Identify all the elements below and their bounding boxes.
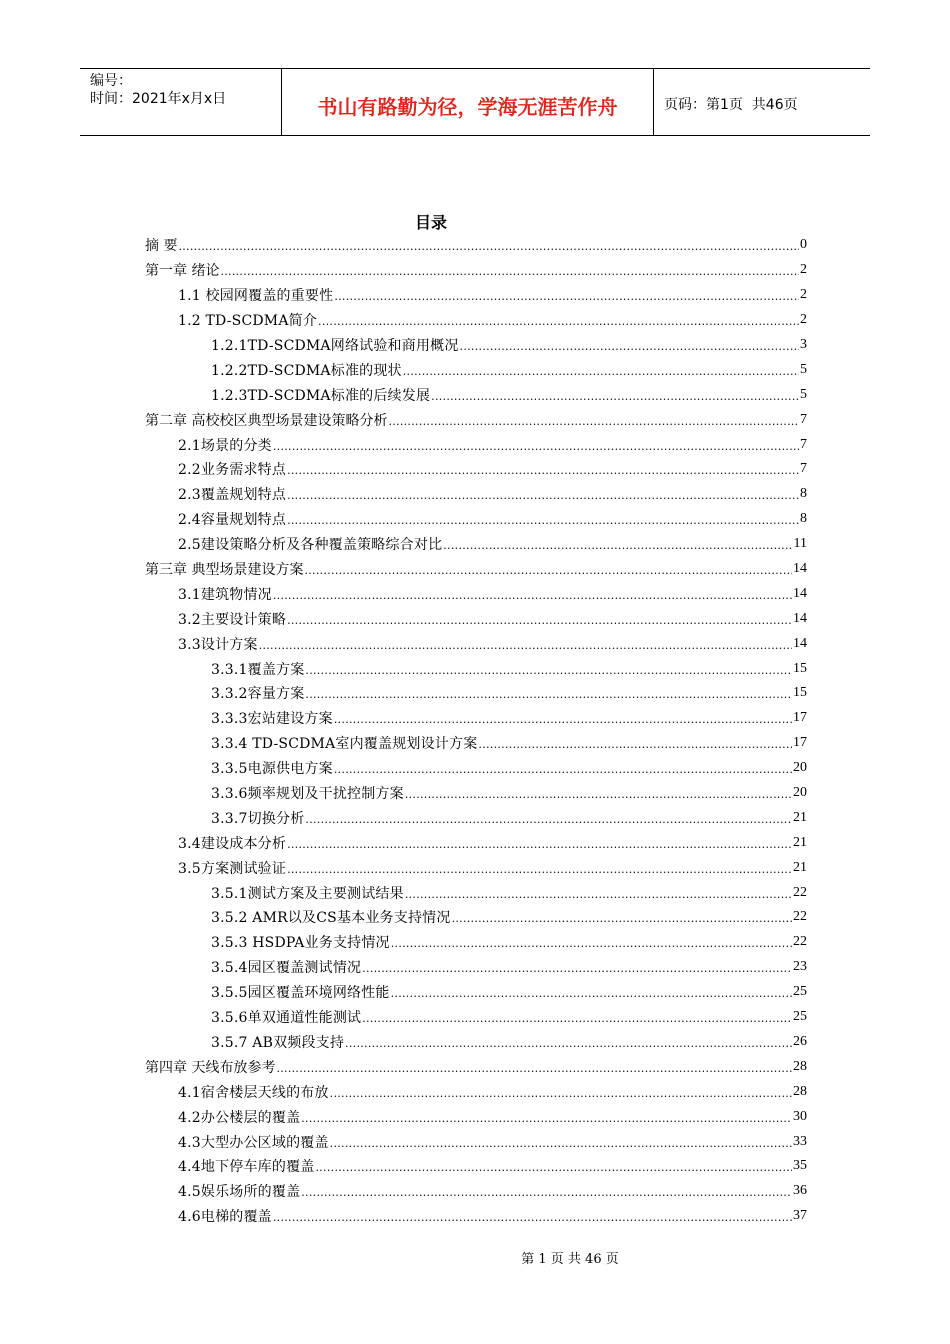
toc-dot-leader xyxy=(315,1159,792,1173)
table-of-contents xyxy=(145,233,807,1229)
page-info-text: 页码：第1页 共46页 xyxy=(664,97,798,113)
toc-entry[interactable] xyxy=(145,805,807,830)
toc-entry-label: 3.5.2 AMR以及CS基本业务支持情况 xyxy=(211,907,452,927)
document-date: 时间：2021年x月x日 xyxy=(90,91,227,107)
toc-dot-leader xyxy=(305,662,792,676)
toc-entry-page: 25 xyxy=(793,1009,807,1025)
toc-entry-page: 17 xyxy=(793,735,807,751)
toc-entry-label: 3.1建筑物情况 xyxy=(178,584,273,604)
toc-entry[interactable] xyxy=(145,1030,807,1055)
toc-dot-leader xyxy=(405,786,792,800)
toc-entry-label: 第二章 高校校区典型场景建设策略分析 xyxy=(145,410,388,430)
toc-entry-label: 3.5方案测试验证 xyxy=(178,858,287,878)
document-code-label: 编号： xyxy=(90,73,132,89)
toc-entry-page: 5 xyxy=(800,361,807,377)
toc-dot-leader xyxy=(403,363,799,377)
toc-entry-page: 2 xyxy=(800,287,807,303)
toc-entry[interactable] xyxy=(145,681,807,706)
header-motto: 书山有路勤为径，学海无涯苦作舟 xyxy=(282,69,654,135)
toc-entry-label: 4.5娱乐场所的覆盖 xyxy=(178,1181,301,1201)
toc-entry-page: 36 xyxy=(793,1183,807,1199)
toc-entry[interactable] xyxy=(145,382,807,407)
toc-entry[interactable] xyxy=(145,457,807,482)
toc-entry[interactable] xyxy=(145,482,807,507)
toc-entry-page: 8 xyxy=(800,511,807,527)
toc-entry[interactable] xyxy=(145,855,807,880)
toc-title: 目录 xyxy=(414,213,447,232)
toc-entry-label: 3.5.3 HSDPA业务支持情况 xyxy=(211,932,391,952)
toc-dot-leader xyxy=(478,736,792,750)
toc-entry-page: 22 xyxy=(793,934,807,950)
toc-entry[interactable] xyxy=(145,1204,807,1229)
toc-entry-page: 21 xyxy=(793,809,807,825)
toc-dot-leader xyxy=(452,910,792,924)
toc-entry-label: 3.3.5电源供电方案 xyxy=(211,758,334,778)
toc-entry[interactable] xyxy=(145,283,807,308)
toc-dot-leader xyxy=(460,338,799,352)
toc-entry[interactable] xyxy=(145,955,807,980)
toc-dot-leader xyxy=(334,711,792,725)
toc-dot-leader xyxy=(443,537,792,551)
toc-entry-label: 3.3设计方案 xyxy=(178,634,259,654)
toc-entry-label: 1.2 TD-SCDMA简介 xyxy=(178,310,318,330)
toc-entry-page: 21 xyxy=(793,834,807,850)
toc-entry-label: 3.3.3宏站建设方案 xyxy=(211,708,334,728)
toc-entry[interactable] xyxy=(145,507,807,532)
toc-entry[interactable] xyxy=(145,781,807,806)
toc-dot-leader xyxy=(362,1010,792,1024)
toc-entry-page: 35 xyxy=(793,1158,807,1174)
toc-entry-page: 26 xyxy=(793,1033,807,1049)
toc-entry[interactable] xyxy=(145,980,807,1005)
toc-entry-page: 14 xyxy=(793,585,807,601)
toc-entry[interactable] xyxy=(145,905,807,930)
toc-entry-page: 11 xyxy=(793,536,807,552)
toc-entry-label: 4.1宿舍楼层天线的布放 xyxy=(178,1082,330,1102)
toc-entry[interactable] xyxy=(145,756,807,781)
toc-dot-leader xyxy=(287,612,792,626)
toc-entry[interactable] xyxy=(145,830,807,855)
toc-entry[interactable] xyxy=(145,581,807,606)
toc-entry[interactable] xyxy=(145,557,807,582)
toc-entry-page: 25 xyxy=(793,984,807,1000)
toc-entry-page: 2 xyxy=(800,312,807,328)
toc-entry-page: 22 xyxy=(793,909,807,925)
toc-entry-page: 22 xyxy=(793,884,807,900)
toc-entry-page: 17 xyxy=(793,710,807,726)
toc-dot-leader xyxy=(301,1110,792,1124)
header-page-info xyxy=(654,69,870,135)
toc-entry-page: 20 xyxy=(793,760,807,776)
toc-entry-label: 1.2.3TD-SCDMA标准的后续发展 xyxy=(211,385,431,405)
toc-entry-page: 7 xyxy=(800,461,807,477)
toc-dot-leader xyxy=(301,1184,792,1198)
toc-entry-page: 15 xyxy=(793,660,807,676)
toc-dot-leader xyxy=(287,512,799,526)
toc-entry-label: 1.1 校园网覆盖的重要性 xyxy=(178,285,334,305)
toc-dot-leader xyxy=(405,886,792,900)
toc-entry-label: 4.4地下停车库的覆盖 xyxy=(178,1156,315,1176)
toc-dot-leader xyxy=(259,637,792,651)
toc-dot-leader xyxy=(287,861,792,875)
toc-entry[interactable] xyxy=(145,1154,807,1179)
toc-dot-leader xyxy=(362,960,792,974)
toc-entry[interactable] xyxy=(145,233,807,258)
toc-entry-page: 8 xyxy=(800,486,807,502)
toc-entry[interactable] xyxy=(145,930,807,955)
toc-entry[interactable] xyxy=(145,333,807,358)
toc-entry-page: 23 xyxy=(793,959,807,975)
toc-dot-leader xyxy=(318,313,799,327)
toc-entry-page: 28 xyxy=(793,1083,807,1099)
toc-entry[interactable] xyxy=(145,1079,807,1104)
toc-entry-label: 2.4容量规划特点 xyxy=(178,509,287,529)
toc-entry-label: 2.3覆盖规划特点 xyxy=(178,484,287,504)
toc-entry-page: 14 xyxy=(793,561,807,577)
toc-entry-page: 5 xyxy=(800,386,807,402)
toc-dot-leader xyxy=(334,761,792,775)
toc-entry[interactable] xyxy=(145,532,807,557)
toc-entry-label: 1.2.2TD-SCDMA标准的现状 xyxy=(211,360,403,380)
toc-dot-leader xyxy=(391,935,792,949)
toc-entry-label: 摘 要 xyxy=(145,235,178,255)
toc-entry-label: 3.5.5园区覆盖环境网络性能 xyxy=(211,982,391,1002)
toc-dot-leader xyxy=(304,562,792,576)
toc-entry-page: 15 xyxy=(793,685,807,701)
toc-entry[interactable] xyxy=(145,1129,807,1154)
toc-entry-label: 3.3.2容量方案 xyxy=(211,683,305,703)
toc-entry-label: 3.2主要设计策略 xyxy=(178,609,287,629)
toc-entry-page: 14 xyxy=(793,635,807,651)
toc-dot-leader xyxy=(273,438,799,452)
toc-entry-label: 4.6电梯的覆盖 xyxy=(178,1206,273,1226)
toc-entry-label: 第四章 天线布放参考 xyxy=(145,1057,276,1077)
toc-entry-page: 21 xyxy=(793,859,807,875)
toc-dot-leader xyxy=(334,288,799,302)
toc-dot-leader xyxy=(330,1135,792,1149)
toc-dot-leader xyxy=(287,462,799,476)
toc-entry-page: 33 xyxy=(793,1133,807,1149)
toc-entry-label: 第一章 绪论 xyxy=(145,260,220,280)
toc-entry[interactable] xyxy=(145,1054,807,1079)
toc-entry-label: 4.2办公楼层的覆盖 xyxy=(178,1107,301,1127)
toc-entry[interactable] xyxy=(145,706,807,731)
toc-entry[interactable] xyxy=(145,432,807,457)
toc-entry[interactable] xyxy=(145,407,807,432)
toc-entry[interactable] xyxy=(145,1179,807,1204)
toc-dot-leader xyxy=(220,263,799,277)
toc-entry-page: 7 xyxy=(800,411,807,427)
toc-entry[interactable] xyxy=(145,656,807,681)
toc-dot-leader xyxy=(273,587,792,601)
toc-entry-page: 0 xyxy=(800,237,807,253)
toc-dot-leader xyxy=(305,811,792,825)
toc-entry-label: 3.3.7切换分析 xyxy=(211,808,305,828)
toc-entry-page: 20 xyxy=(793,785,807,801)
toc-entry-label: 1.2.1TD-SCDMA网络试验和商用概况 xyxy=(211,335,460,355)
toc-dot-leader xyxy=(345,1035,792,1049)
toc-entry[interactable] xyxy=(145,308,807,333)
toc-dot-leader xyxy=(273,1209,792,1223)
toc-entry[interactable] xyxy=(145,606,807,631)
toc-entry-label: 第三章 典型场景建设方案 xyxy=(145,559,304,579)
toc-entry-page: 30 xyxy=(793,1108,807,1124)
toc-entry[interactable] xyxy=(145,258,807,283)
page-header xyxy=(80,68,870,136)
toc-entry-label: 2.2业务需求特点 xyxy=(178,459,287,479)
toc-entry-page: 37 xyxy=(793,1208,807,1224)
toc-entry-label: 3.5.1测试方案及主要测试结果 xyxy=(211,883,405,903)
toc-entry-label: 3.4建设成本分析 xyxy=(178,833,287,853)
toc-entry[interactable] xyxy=(145,731,807,756)
toc-dot-leader xyxy=(391,985,792,999)
toc-entry-page: 28 xyxy=(793,1058,807,1074)
toc-entry-label: 3.3.4 TD-SCDMA室内覆盖规划设计方案 xyxy=(211,733,478,753)
toc-dot-leader xyxy=(287,487,799,501)
toc-entry-page: 2 xyxy=(800,262,807,278)
toc-entry-label: 3.5.7 AB双频段支持 xyxy=(211,1032,345,1052)
toc-entry[interactable] xyxy=(145,357,807,382)
page-footer: 第 1 页 共 46 页 xyxy=(521,1252,619,1267)
toc-entry[interactable] xyxy=(145,1005,807,1030)
toc-entry[interactable] xyxy=(145,1104,807,1129)
toc-entry-page: 7 xyxy=(800,436,807,452)
header-meta xyxy=(80,69,282,135)
toc-entry-label: 4.3大型办公区域的覆盖 xyxy=(178,1132,330,1152)
toc-dot-leader xyxy=(276,1060,792,1074)
toc-entry-label: 3.3.6频率规划及干扰控制方案 xyxy=(211,783,405,803)
toc-dot-leader xyxy=(431,388,799,402)
toc-entry-label: 2.5建设策略分析及各种覆盖策略综合对比 xyxy=(178,534,443,554)
toc-dot-leader xyxy=(330,1085,792,1099)
toc-dot-leader xyxy=(178,238,799,252)
toc-dot-leader xyxy=(287,836,792,850)
toc-dot-leader xyxy=(388,413,799,427)
toc-entry-page: 14 xyxy=(793,610,807,626)
toc-entry-label: 3.5.4园区覆盖测试情况 xyxy=(211,957,362,977)
toc-entry[interactable] xyxy=(145,880,807,905)
toc-entry-label: 2.1场景的分类 xyxy=(178,435,273,455)
toc-entry[interactable] xyxy=(145,631,807,656)
toc-entry-label: 3.3.1覆盖方案 xyxy=(211,659,305,679)
toc-dot-leader xyxy=(305,686,792,700)
toc-entry-page: 3 xyxy=(800,337,807,352)
toc-entry-label: 3.5.6单双通道性能测试 xyxy=(211,1007,362,1027)
